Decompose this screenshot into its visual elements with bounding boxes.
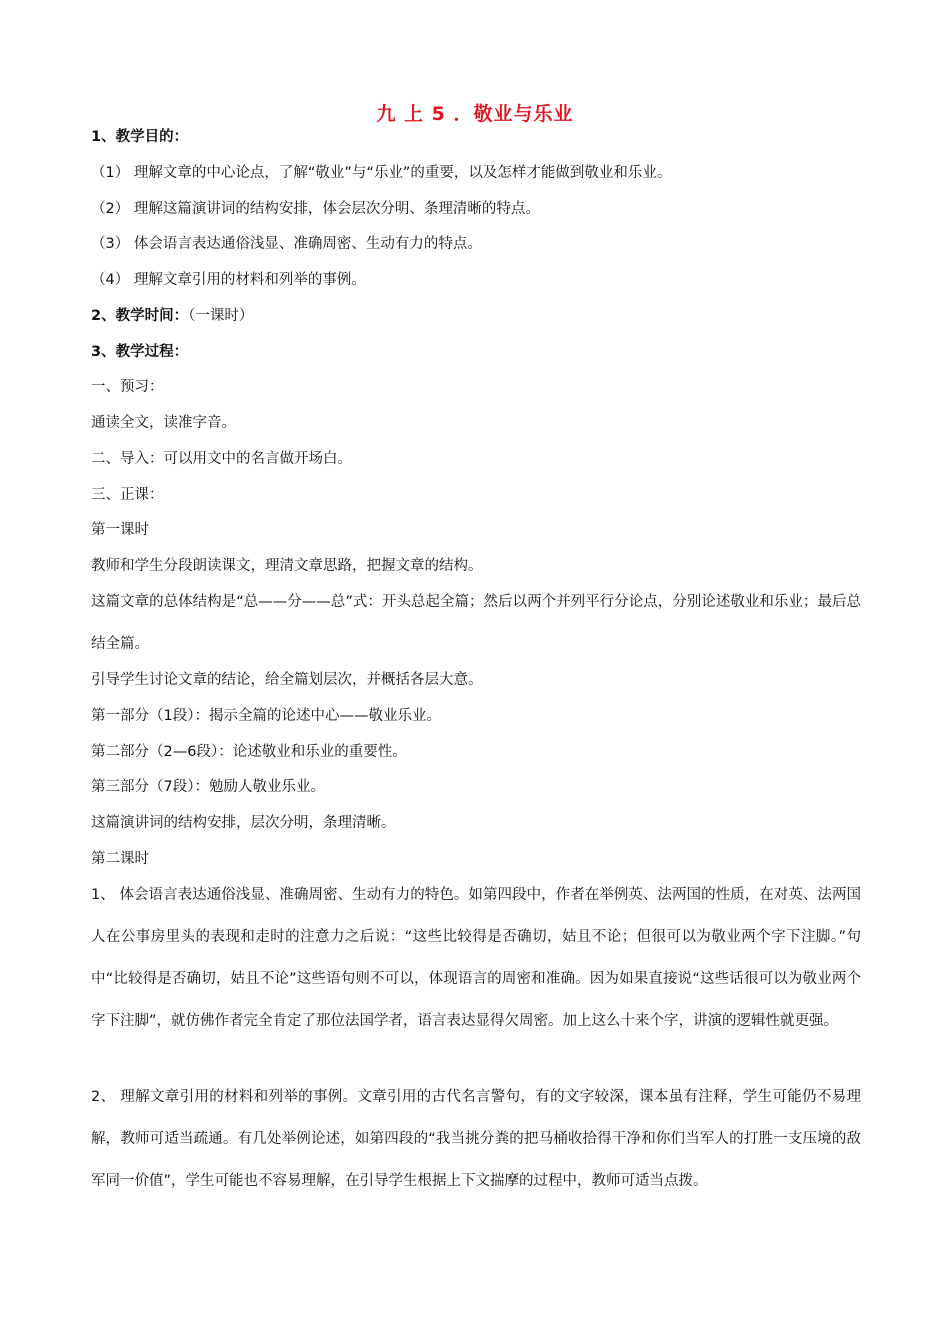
intro-text: 二、导入：可以用文中的名言做开场白。 <box>91 451 352 467</box>
teaching-time-value: （一课时） <box>188 308 254 324</box>
lesson-one-heading: 第一课时 <box>91 522 149 538</box>
lesson-one-para-4: 这篇演讲词的结构安排，层次分明，条理清晰。 <box>91 815 396 831</box>
document-title: 九 上 5 ．敬业与乐业 <box>376 103 574 125</box>
part-one: 第一部分（1段）：揭示全篇的论述中心——敬业乐业。 <box>91 708 441 724</box>
main-lesson-heading: 三、正课： <box>91 487 164 503</box>
part-three: 第三部分（7段）：勉励人敬业乐业。 <box>91 779 325 795</box>
preview-heading: 一、预习： <box>91 379 164 395</box>
goal-1: （1） 理解文章的中心论点，了解“敬业”与“乐业”的重要，以及怎样才能做到敬业和乐业。 <box>91 165 672 181</box>
heading-teaching-time: 2、教学时间： <box>91 308 189 324</box>
goal-4: （4） 理解文章引用的材料和列举的事例。 <box>91 272 366 288</box>
part-two: 第二部分（2—6段）：论述敬业和乐业的重要性。 <box>91 744 407 760</box>
lesson-two-heading: 第二课时 <box>91 851 149 867</box>
lesson-two-point-2: 2、 理解文章引用的材料和列举的事例。文章引用的古代名言警句，有的文字较深，课本虽有注释，学生可能仍不易理解，教师可适当疏通。有几处举例论述，如第四段的“我当挑分粪的把马桶收拾得干净和你们当军人的打胜一支压境的敌军同一价值”，学生可能也不容易理解，在引导学生根据上下文揣摩的过程中，教师可适当点拨。 <box>91 1089 861 1189</box>
teaching-time-row <box>91 306 253 326</box>
heading-teaching-goals: 1、教学目的： <box>91 129 189 145</box>
lesson-one-para-2: 这篇文章的总体结构是“总——分——总”式：开头总起全篇；然后以两个并列平行分论点，分别论述敬业和乐业；最后总结全篇。 <box>91 594 861 652</box>
preview-text: 通读全文，读准字音。 <box>91 415 236 431</box>
goal-2: （2） 理解这篇演讲词的结构安排，体会层次分明、条理清晰的特点。 <box>91 201 540 217</box>
lesson-one-para-3: 引导学生讨论文章的结论，给全篇划层次，并概括各层大意。 <box>91 672 483 688</box>
lesson-two-point-1: 1、 体会语言表达通俗浅显、准确周密、生动有力的特色。如第四段中，作者在举例英、法两国的性质，在对英、法两国人在公事房里头的表现和走时的注意力之后说：“这些比较得是否确切，姑且不论；但很可以为敬业两个字下注脚。”句中“比较得是否确切，姑且不论”这些语句则不可以，体现语言的周密和准确。因为如果直接说“这些话很可以为敬业两个字下注脚”，就仿佛作者完全肯定了那位法国学者，语言表达显得欠周密。加上这么十来个字，讲演的逻辑性就更强。 <box>91 887 861 1029</box>
heading-teaching-process: 3、教学过程： <box>91 344 189 360</box>
goal-3: （3） 体会语言表达通俗浅显、准确周密、生动有力的特点。 <box>91 236 482 252</box>
lesson-one-para-1: 教师和学生分段朗读课文，理清文章思路，把握文章的结构。 <box>91 558 483 574</box>
